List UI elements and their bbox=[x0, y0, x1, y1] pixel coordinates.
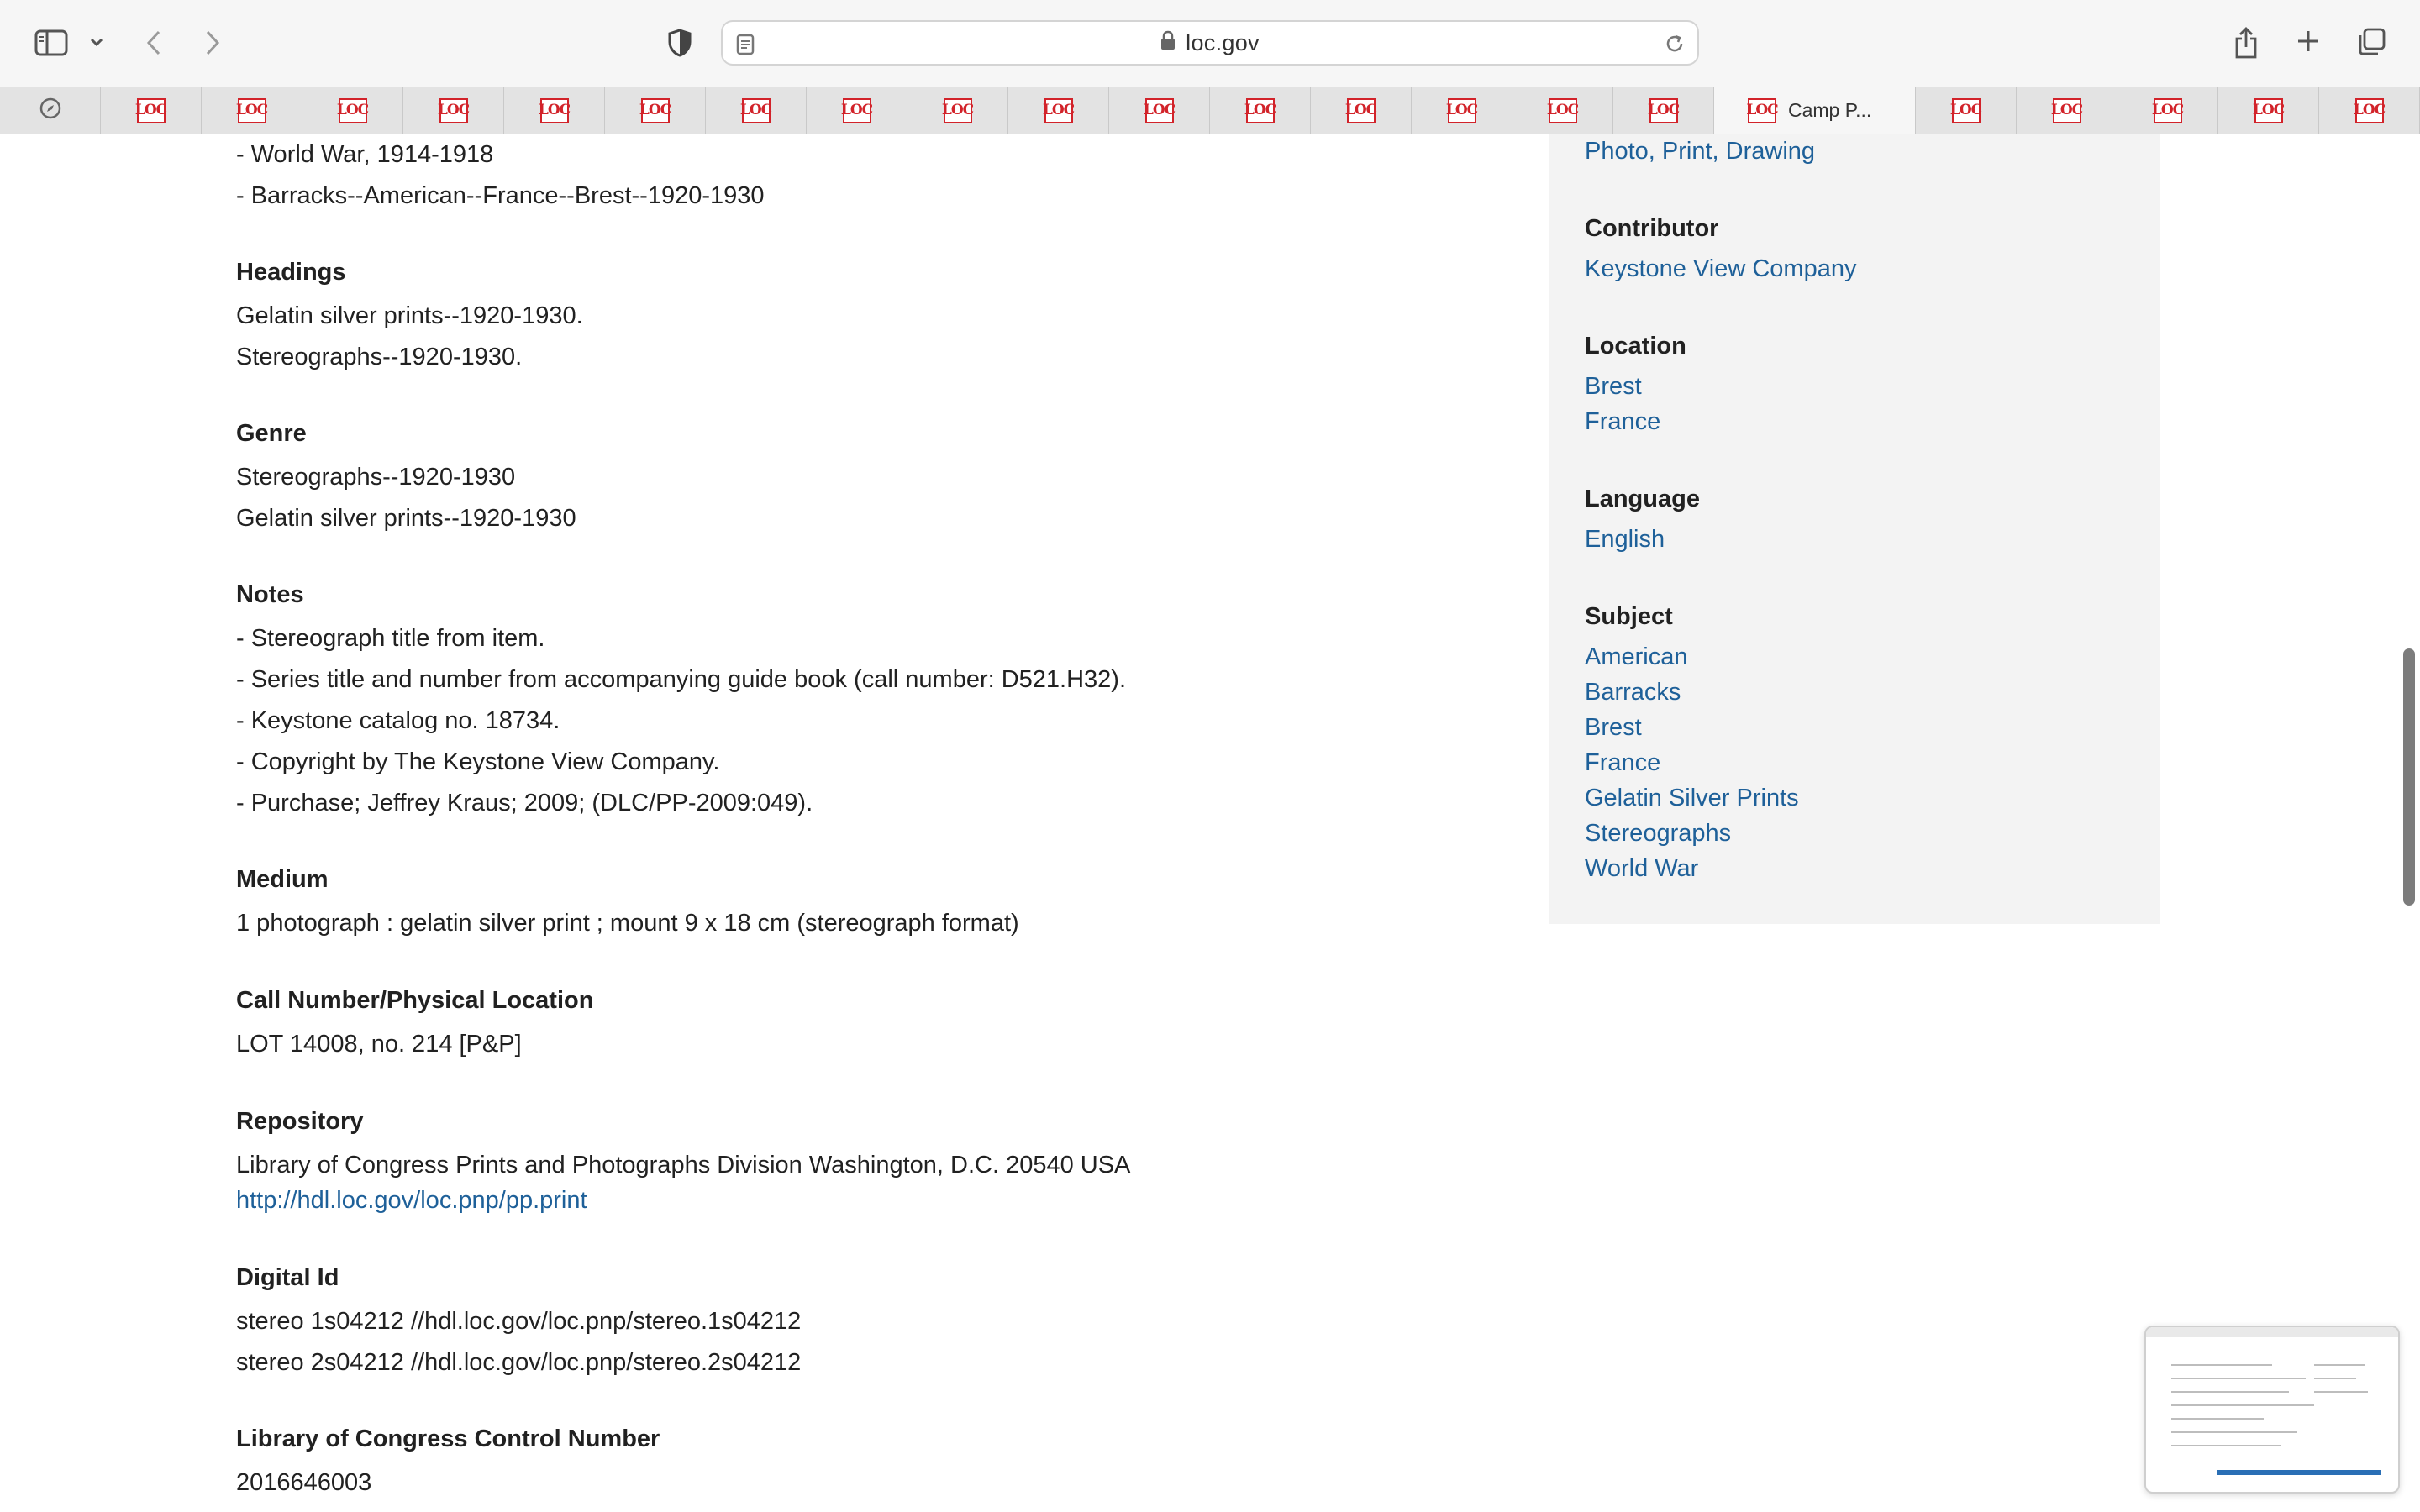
tab-pinned[interactable] bbox=[605, 87, 706, 134]
genre-item: Stereographs--1920-1930 bbox=[236, 464, 516, 491]
repository-link[interactable]: http://hdl.loc.gov/loc.pnp/pp.print bbox=[236, 1187, 587, 1214]
tab-pinned[interactable] bbox=[807, 87, 908, 134]
medium-value: 1 photograph : gelatin silver print ; mount 9 x 18 cm (stereograph format) bbox=[236, 910, 1019, 937]
contributor-label: Contributor bbox=[1585, 215, 1719, 242]
subject-link[interactable]: Stereographs bbox=[1585, 820, 1732, 847]
loc-logo-icon: LOC bbox=[641, 98, 670, 123]
plus-icon[interactable] bbox=[2296, 29, 2321, 54]
loc-logo-icon: LOC bbox=[1649, 98, 1678, 123]
loc-logo-icon: LOC bbox=[742, 98, 771, 123]
reload-icon[interactable] bbox=[1664, 33, 1686, 59]
loc-logo-icon: LOC bbox=[2053, 98, 2081, 123]
subject-item: - Barracks--American--France--Brest--1920-1930 bbox=[236, 182, 765, 209]
scrollbar-thumb[interactable] bbox=[2403, 648, 2415, 906]
loc-logo-icon: LOC bbox=[1748, 98, 1776, 123]
tab-pinned[interactable] bbox=[403, 87, 504, 134]
loc-logo-icon: LOC bbox=[1246, 98, 1275, 123]
sidebar-icon[interactable] bbox=[34, 29, 69, 57]
language-label: Language bbox=[1585, 486, 1700, 512]
tab-pinned[interactable] bbox=[2017, 87, 2118, 134]
tab-pinned[interactable] bbox=[504, 87, 605, 134]
browser-toolbar bbox=[0, 0, 2420, 87]
page-thumbnail-preview[interactable] bbox=[2144, 1326, 2400, 1494]
loc-logo-icon: LOC bbox=[439, 98, 468, 123]
notes-item: - Purchase; Jeffrey Kraus; 2009; (DLC/PP-2009:049). bbox=[236, 790, 813, 816]
digital-id-item: stereo 2s04212 //hdl.loc.gov/loc.pnp/stereo.2s04212 bbox=[236, 1349, 802, 1376]
notes-item: - Stereograph title from item. bbox=[236, 625, 545, 652]
tab-title: Camp P... bbox=[1788, 99, 1872, 121]
notes-item: - Keystone catalog no. 18734. bbox=[236, 707, 560, 734]
loc-logo-icon: LOC bbox=[1044, 98, 1073, 123]
subject-item: - World War, 1914-1918 bbox=[236, 141, 494, 168]
tab-pinned[interactable] bbox=[1210, 87, 1311, 134]
tab-pinned[interactable] bbox=[1613, 87, 1714, 134]
digital-id-label: Digital Id bbox=[236, 1264, 339, 1291]
repository-value: Library of Congress Prints and Photographs Division Washington, D.C. 20540 USA bbox=[236, 1152, 1131, 1179]
tab-active[interactable] bbox=[1714, 87, 1916, 134]
lccn-label: Library of Congress Control Number bbox=[236, 1425, 660, 1452]
share-icon[interactable] bbox=[2232, 25, 2260, 60]
loc-logo-icon: LOC bbox=[2154, 98, 2182, 123]
subject-link[interactable]: American bbox=[1585, 643, 1688, 670]
tab-pinned[interactable] bbox=[1109, 87, 1210, 134]
genre-item: Gelatin silver prints--1920-1930 bbox=[236, 505, 576, 532]
loc-logo-icon: LOC bbox=[1347, 98, 1376, 123]
loc-logo-icon: LOC bbox=[2254, 98, 2283, 123]
tab-pinned[interactable] bbox=[2319, 87, 2420, 134]
loc-logo-icon: LOC bbox=[1549, 98, 1577, 123]
language-link[interactable]: English bbox=[1585, 526, 1665, 553]
url-display[interactable] bbox=[723, 22, 1697, 64]
shield-icon[interactable] bbox=[666, 27, 694, 59]
location-link[interactable]: France bbox=[1585, 408, 1661, 435]
forward-icon[interactable] bbox=[200, 27, 225, 59]
loc-logo-icon: LOC bbox=[1145, 98, 1174, 123]
about-sidebar bbox=[1549, 134, 2160, 924]
notes-item: - Copyright by The Keystone View Company. bbox=[236, 748, 720, 775]
repository-label: Repository bbox=[236, 1108, 364, 1135]
loc-logo-icon: LOC bbox=[339, 98, 367, 123]
subject-link[interactable]: World War bbox=[1585, 855, 1699, 882]
address-bar[interactable] bbox=[721, 20, 1699, 66]
tab-pinned[interactable] bbox=[1412, 87, 1512, 134]
url-text: loc.gov bbox=[1186, 29, 1260, 55]
tab-pinned[interactable] bbox=[706, 87, 807, 134]
tab-pinned[interactable] bbox=[1916, 87, 2017, 134]
format-link[interactable]: Photo, Print, Drawing bbox=[1585, 138, 1816, 165]
tab-pinned[interactable] bbox=[1008, 87, 1109, 134]
notes-item: - Series title and number from accompanying guide book (call number: D521.H32). bbox=[236, 666, 1127, 693]
loc-logo-icon: LOC bbox=[238, 98, 266, 123]
tab-pinned[interactable] bbox=[2218, 87, 2319, 134]
subject-link[interactable]: Gelatin Silver Prints bbox=[1585, 785, 1799, 811]
loc-logo-icon: LOC bbox=[944, 98, 972, 123]
back-icon[interactable] bbox=[141, 27, 166, 59]
loc-logo-icon: LOC bbox=[2355, 98, 2384, 123]
subject-link[interactable]: Barracks bbox=[1585, 679, 1681, 706]
subject-link[interactable]: Brest bbox=[1585, 714, 1642, 741]
tab-bar bbox=[0, 87, 2420, 134]
call-number-value: LOT 14008, no. 214 [P&P] bbox=[236, 1031, 522, 1058]
contributor-link[interactable]: Keystone View Company bbox=[1585, 255, 1857, 282]
loc-logo-icon: LOC bbox=[1448, 98, 1476, 123]
loc-logo-icon: LOC bbox=[137, 98, 166, 123]
tab-pinned[interactable] bbox=[302, 87, 403, 134]
headings-item: Stereographs--1920-1930. bbox=[236, 344, 523, 370]
lccn-value: 2016646003 bbox=[236, 1469, 372, 1496]
notes-label: Notes bbox=[236, 581, 304, 608]
headings-item: Gelatin silver prints--1920-1930. bbox=[236, 302, 583, 329]
tab-pinned[interactable] bbox=[1311, 87, 1412, 134]
tab-pinned[interactable] bbox=[908, 87, 1008, 134]
loc-logo-icon: LOC bbox=[843, 98, 871, 123]
subject-label: Subject bbox=[1585, 603, 1673, 630]
tabs-overview-icon[interactable] bbox=[2356, 27, 2386, 57]
tab-pinned[interactable] bbox=[101, 87, 202, 134]
tab-start-page[interactable] bbox=[0, 87, 101, 134]
tab-pinned[interactable] bbox=[202, 87, 302, 134]
page-scrollbar[interactable] bbox=[2396, 134, 2420, 1512]
loc-logo-icon: LOC bbox=[1952, 98, 1981, 123]
page-content bbox=[0, 134, 2420, 1512]
compass-icon bbox=[39, 97, 62, 124]
digital-id-item: stereo 1s04212 //hdl.loc.gov/loc.pnp/stereo.1s04212 bbox=[236, 1308, 802, 1335]
headings-label: Headings bbox=[236, 259, 346, 286]
tab-pinned[interactable] bbox=[2118, 87, 2218, 134]
call-number-label: Call Number/Physical Location bbox=[236, 987, 594, 1014]
location-label: Location bbox=[1585, 333, 1686, 360]
loc-logo-icon: LOC bbox=[540, 98, 569, 123]
location-link[interactable]: Brest bbox=[1585, 373, 1642, 400]
lock-icon bbox=[1160, 30, 1176, 56]
tab-pinned[interactable] bbox=[1512, 87, 1613, 134]
subject-link[interactable]: France bbox=[1585, 749, 1661, 776]
medium-label: Medium bbox=[236, 866, 329, 893]
genre-label: Genre bbox=[236, 420, 307, 447]
chevron-down-icon[interactable] bbox=[87, 34, 106, 50]
